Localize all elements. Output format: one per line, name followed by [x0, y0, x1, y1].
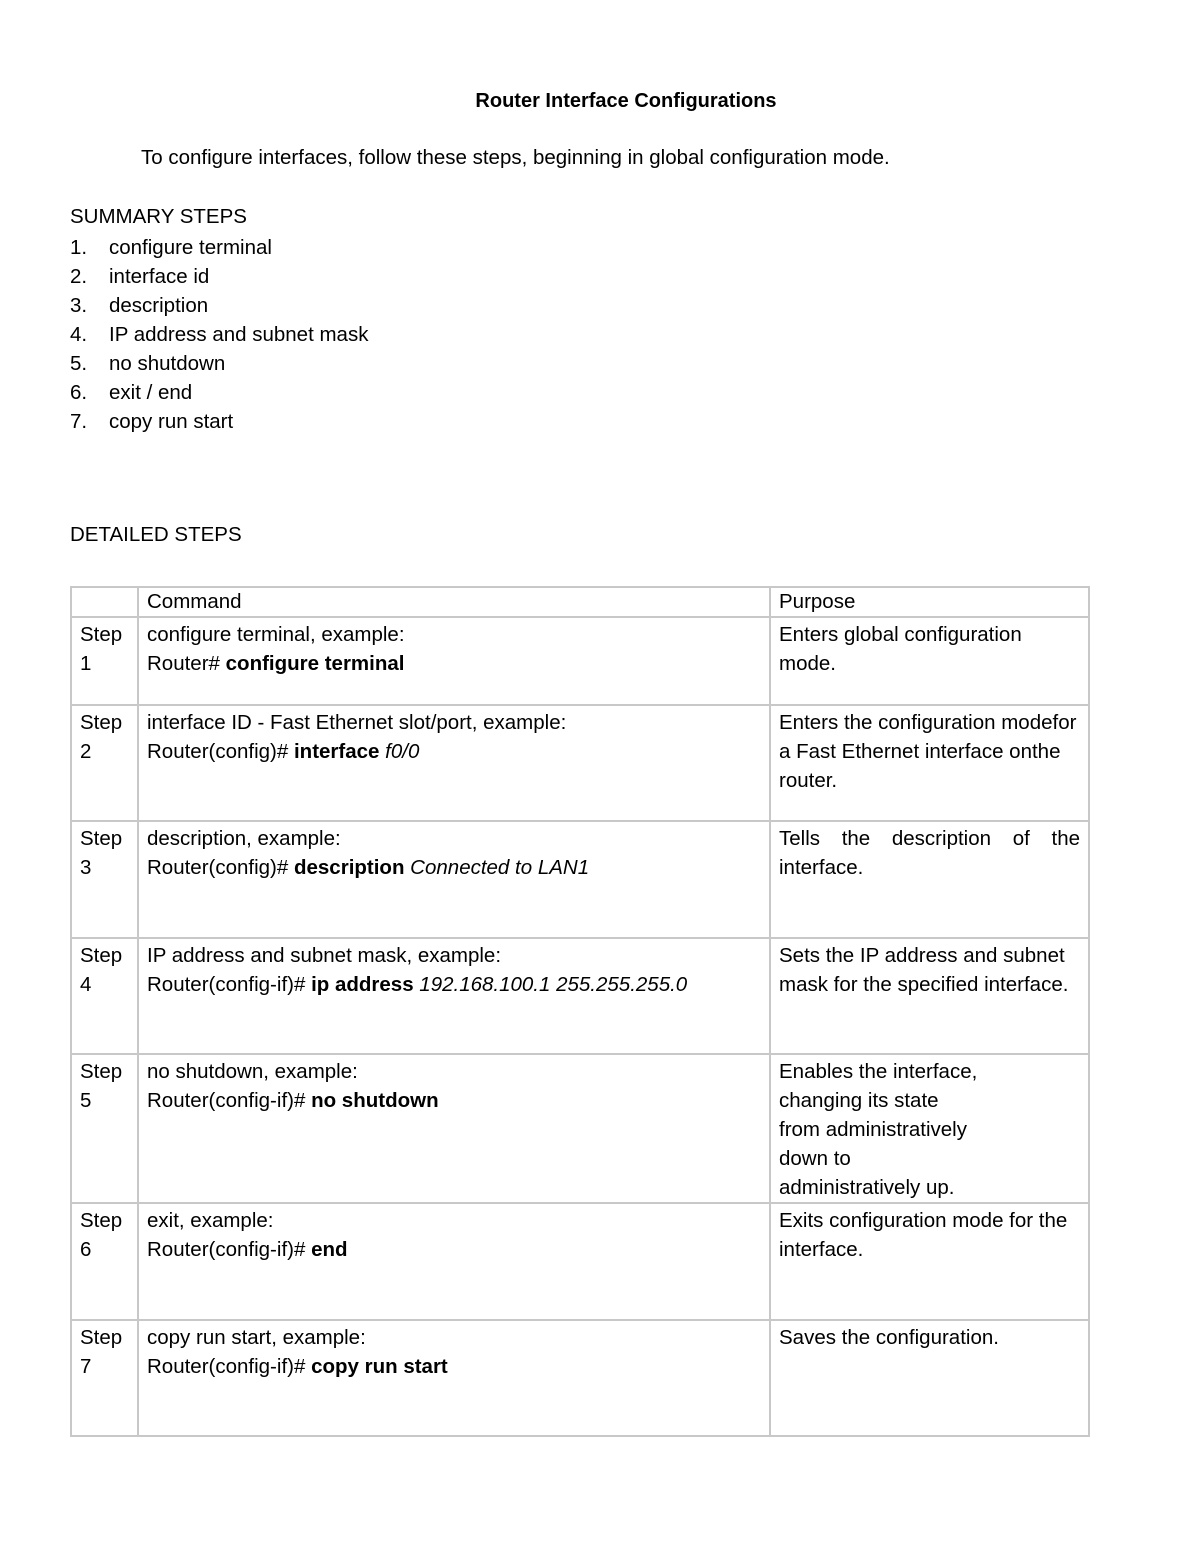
step-cell: Step 1	[71, 617, 138, 705]
table-row	[71, 705, 1089, 821]
purpose-cell: Enters the configuration modefor a Fast Ethernet interface onthe router.	[770, 705, 1089, 821]
list-item: 1. configure terminal	[70, 236, 272, 259]
command-cell: IP address and subnet mask, example: Router(config-if)# ip address 192.168.100.1 255.255.255.0	[138, 938, 770, 1054]
list-item: 7. copy run start	[70, 410, 234, 433]
intro-paragraph: To configure interfaces, follow these steps, beginning in global configuration mode.	[141, 146, 890, 169]
header-cell-step	[71, 587, 138, 617]
step-cell: Step 7	[71, 1320, 138, 1436]
command-cell: exit, example: Router(config-if)# end	[138, 1203, 770, 1320]
command-cell: no shutdown, example: Router(config-if)# no shutdown	[138, 1054, 770, 1203]
purpose-cell: Saves the configuration.	[770, 1320, 1089, 1436]
header-cell-purpose: Purpose	[770, 587, 1089, 617]
document-title: Router Interface Configurations	[475, 90, 777, 112]
list-item: 5. no shutdown	[70, 352, 226, 375]
step-cell: Step 3	[71, 821, 138, 938]
summary-heading: SUMMARY STEPS	[70, 205, 247, 228]
table-header-row	[71, 587, 1089, 617]
step-cell: Step 6	[71, 1203, 138, 1320]
list-item: 6. exit / end	[70, 381, 193, 404]
list-item: 3. description	[70, 294, 209, 317]
table-row	[71, 1054, 1089, 1203]
purpose-cell: Tells the description of the interface.	[770, 821, 1089, 938]
purpose-cell: Exits configuration mode for the interface.	[770, 1203, 1089, 1320]
table-row	[71, 617, 1089, 705]
step-cell: Step 2	[71, 705, 138, 821]
header-cell-command: Command	[138, 587, 770, 617]
purpose-cell: Enters global configuration mode.	[770, 617, 1089, 705]
purpose-cell: Enables the interface, changing its state from administratively down to administratively up.	[770, 1054, 1089, 1203]
summary-list	[70, 233, 368, 436]
list-item: 2. interface id	[70, 265, 210, 288]
table-row	[71, 821, 1089, 938]
command-cell: interface ID - Fast Ethernet slot/port, example: Router(config)# interface f0/0	[138, 705, 770, 821]
detailed-heading: DETAILED STEPS	[70, 523, 242, 546]
detailed-steps-table	[70, 586, 1090, 1437]
command-cell: description, example: Router(config)# description Connected to LAN1	[138, 821, 770, 938]
table-row	[71, 1320, 1089, 1436]
table-row	[71, 1203, 1089, 1320]
table-row	[71, 938, 1089, 1054]
step-cell: Step 5	[71, 1054, 138, 1203]
command-cell: copy run start, example: Router(config-if)# copy run start	[138, 1320, 770, 1436]
purpose-cell: Sets the IP address and subnet mask for the specified interface.	[770, 938, 1089, 1054]
step-cell: Step 4	[71, 938, 138, 1054]
list-item: 4. IP address and subnet mask	[70, 323, 369, 346]
command-cell: configure terminal, example: Router# configure terminal	[138, 617, 770, 705]
